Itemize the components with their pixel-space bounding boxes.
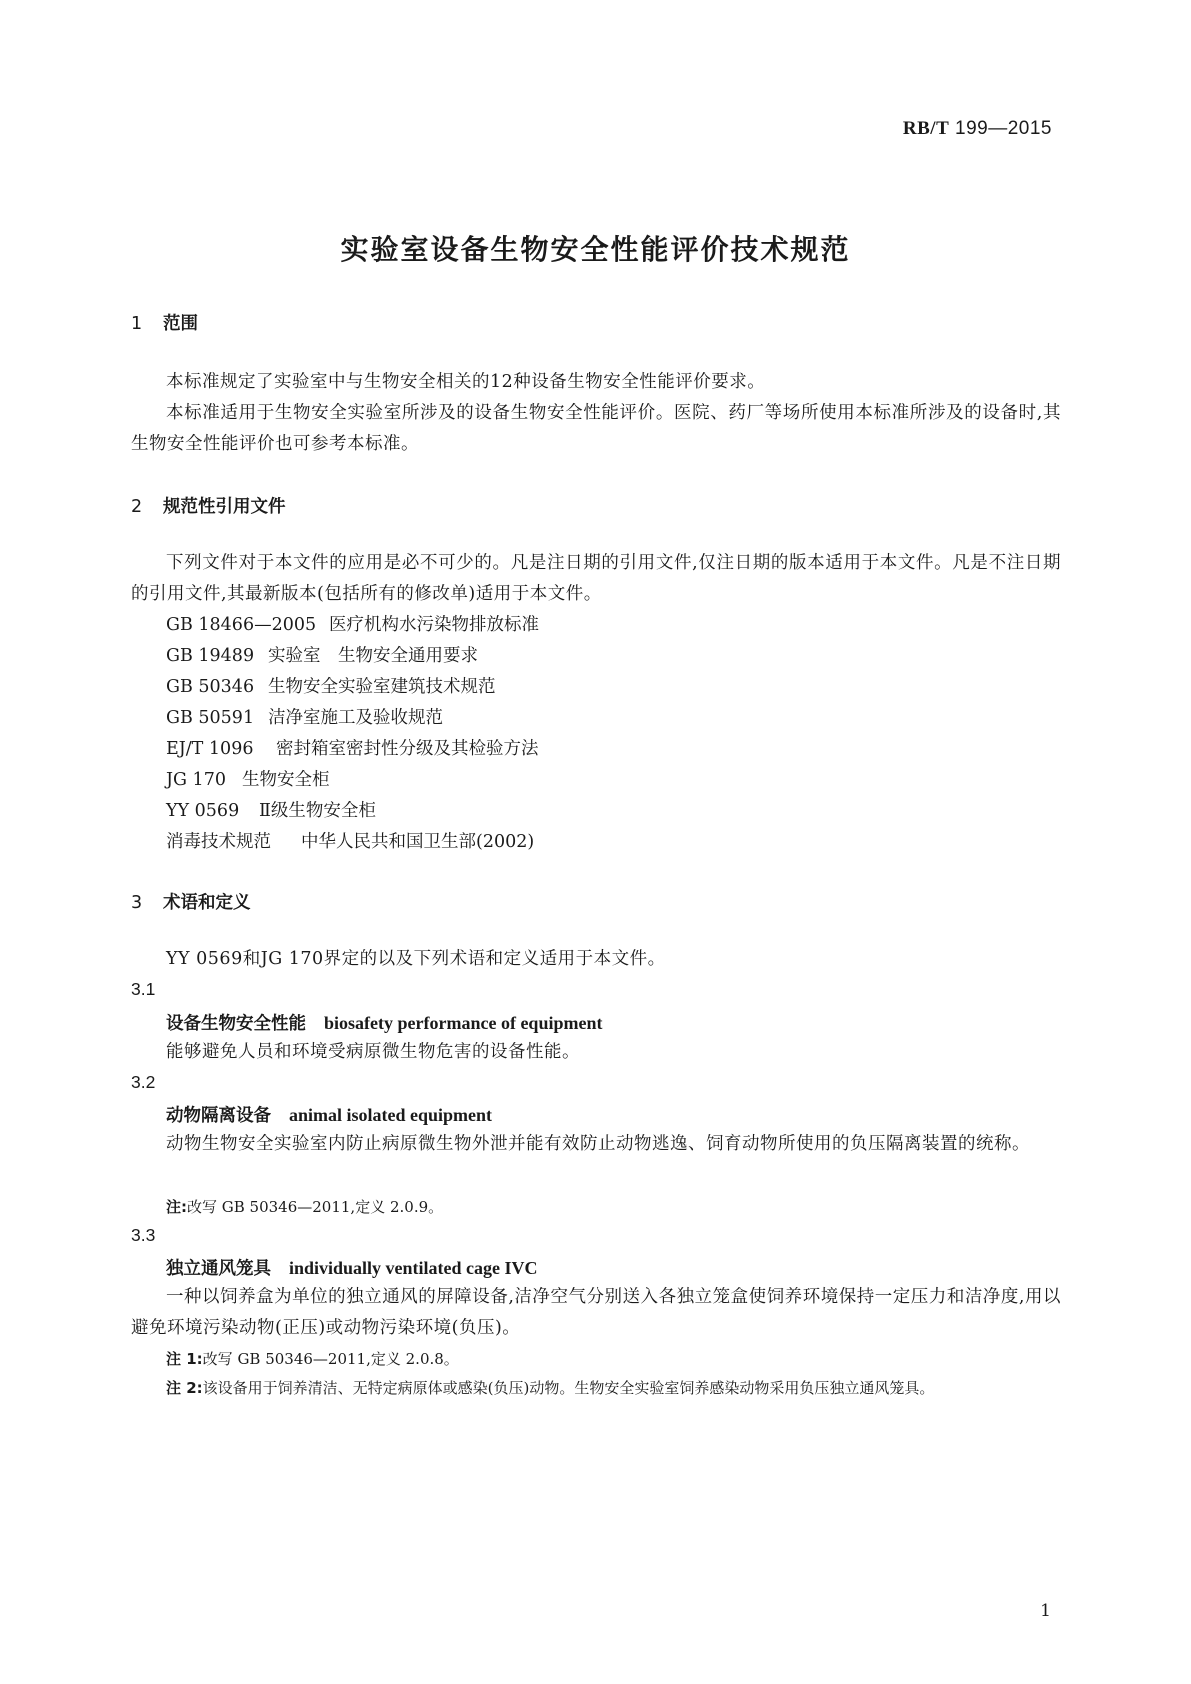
reference-item: YY 0569 Ⅱ级生物安全柜	[166, 801, 376, 821]
reference-item: JG 170 生物安全柜	[166, 770, 330, 790]
section-1-para-1: 本标准规定了实验室中与生物安全相关的12种设备生物安全性能评价要求。	[166, 372, 766, 392]
section-title: 规范性引用文件	[163, 497, 286, 517]
term-heading: 动物隔离设备 animal isolated equipment	[166, 1105, 493, 1126]
section-number: 1	[131, 314, 143, 334]
document-title: 实验室设备生物安全性能评价技术规范	[340, 233, 851, 266]
term-definition: 一种以饲养盒为单位的独立通风的屏障设备,洁净空气分别送入各独立笼盒使饲养环境保持一定压力和洁净度,用以避免环境污染动物(正压)或动物污染环境(负压)。	[131, 1287, 1061, 1338]
page-number: 1	[1040, 1601, 1051, 1621]
reference-item: 消毒技术规范 中华人民共和国卫生部(2002)	[166, 832, 535, 852]
term-definition: 能够避免人员和环境受病原微生物危害的设备性能。	[166, 1042, 580, 1062]
section-title: 术语和定义	[163, 893, 251, 913]
section-number: 3	[131, 893, 143, 913]
section-3-heading	[131, 889, 251, 914]
standard-code-number: 199—2015	[955, 118, 1052, 139]
section-title: 范围	[163, 314, 198, 334]
section-1-para-2: 本标准适用于生物安全实验室所涉及的设备生物安全性能评价。医院、药厂等场所使用本标准所涉及的设备时,其生物安全性能评价也可参考本标准。	[131, 403, 1061, 454]
term-note-2: 注 2:该设备用于饲养清洁、无特定病原体或感染(负压)动物。生物安全实验室饲养感染动物采用负压独立通风笼具。	[166, 1379, 935, 1397]
standard-code	[903, 118, 1052, 140]
section-number: 2	[131, 497, 143, 517]
section-2-heading	[131, 493, 286, 518]
section-1-heading	[131, 310, 198, 335]
reference-item: GB 18466—2005 医疗机构水污染物排放标准	[166, 615, 539, 635]
section-2-intro: 下列文件对于本文件的应用是必不可少的。凡是注日期的引用文件,仅注日期的版本适用于本文件。凡是不注日期的引用文件,其最新版本(包括所有的修改单)适用于本文件。	[131, 553, 1061, 604]
term-number: 3.3	[131, 1225, 156, 1245]
reference-item: GB 50591 洁净室施工及验收规范	[166, 708, 443, 728]
term-heading: 设备生物安全性能 biosafety performance of equipment	[166, 1013, 603, 1034]
term-number: 3.1	[131, 979, 156, 999]
reference-item: EJ/T 1096 密封箱室密封性分级及其检验方法	[166, 739, 539, 759]
term-heading: 独立通风笼具 individually ventilated cage IVC	[166, 1258, 538, 1279]
term-definition: 动物生物安全实验室内防止病原微生物外泄并能有效防止动物逃逸、饲育动物所使用的负压隔离装置的统称。	[166, 1134, 1030, 1154]
standard-code-prefix: RB/T	[902, 118, 950, 139]
term-note-1: 注 1:改写 GB 50346—2011,定义 2.0.8。	[166, 1350, 459, 1368]
reference-item: GB 50346 生物安全实验室建筑技术规范	[166, 677, 496, 697]
term-number: 3.2	[131, 1072, 156, 1092]
section-3-intro: YY 0569和JG 170界定的以及下列术语和定义适用于本文件。	[166, 949, 666, 969]
term-note: 注:改写 GB 50346—2011,定义 2.0.9。	[166, 1198, 444, 1216]
reference-item: GB 19489 实验室 生物安全通用要求	[166, 646, 478, 666]
